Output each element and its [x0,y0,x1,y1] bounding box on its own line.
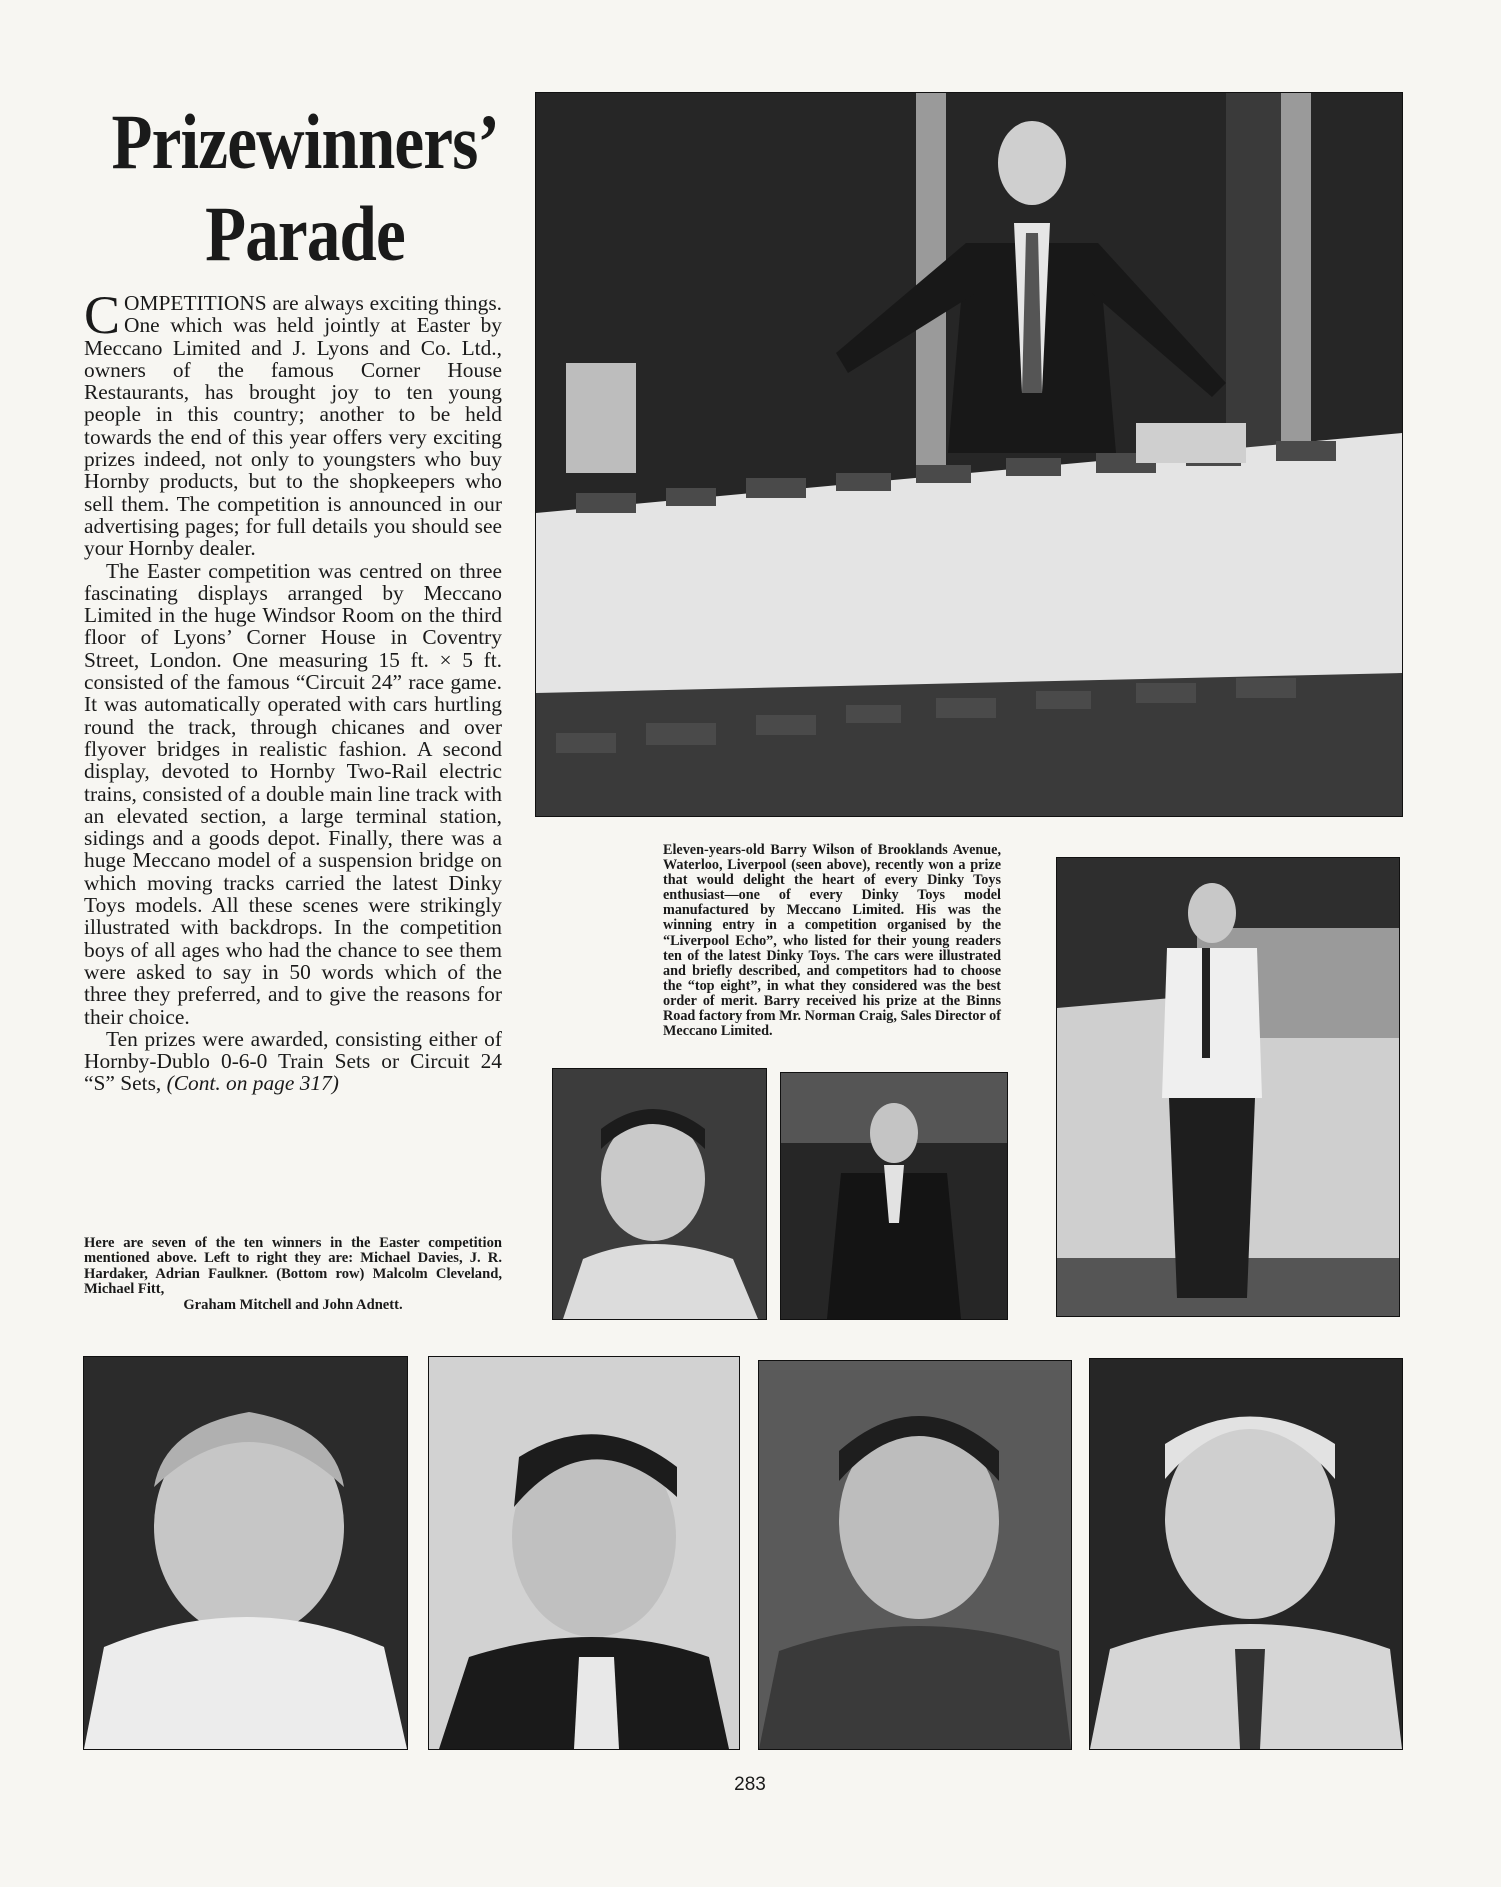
article-body [84,285,502,1096]
title-line-2: Parade [205,190,405,277]
paragraph-1-text: OMPETITIONS are always exciting things. One which was held jointly at Easter by Meccano Limited and J. Lyons and Co. Ltd., owners of the famous Corner House Restaurants, has brought joy to ten young people in this country; another to be held towards the end of this year offers very exciting prizes indeed, not only to youngsters who buy Hornby products, but to the shopkeepers who sell them. The competition is announced in our advertising pages; for full details you should see your Hornby dealer. [84,291,502,561]
continued-note: (Cont. on page 317) [166,1071,339,1096]
photo-malcolm-cleveland [428,1356,740,1750]
drop-cap: C [84,285,121,345]
photo-michael-fitt [758,1360,1072,1750]
photo-barry-wilson-car [1056,857,1400,1317]
winners-caption-text: Here are seven of the ten winners in the Easter competition mentioned above. Left to right they are: Michael Davies, J. R. Hardaker, Adrian Faulkner. (Bottom row) Malcolm Cleveland, Michael Fitt, [84,1235,502,1298]
barry-caption: Eleven-years-old Barry Wilson of Brooklands Avenue, Waterloo, Liverpool (seen above), recently won a prize that would delight the heart of every Dinky Toys enthusiast—one of every Dinky Toys model manufactured by Meccano Limited. His was the winning entry in a competition organised by the “Liverpool Echo”, who listed for their young readers ten of the latest Dinky Toys. The cars were illustrated and briefly described, and competitors had to choose the “top eight”, in what they considered was the best order of merit. Barry received his prize at the Binns Road factory from Mr. Norman Craig, Sales Director of Meccano Limited. [663,842,1001,1040]
photo-john-adnett [1089,1358,1403,1750]
paragraph-2: The Easter competition was centred on three fascinating displays arranged by Meccano Limited in the huge Windsor Room on the third floor of Lyons’ Corner House in Coventry Street, London. One measuring 15 ft. × 5 ft. consisted of the famous “Circuit 24” race game. It was automatically operated with cars hurtling round the track, through chicanes and over flyover bridges in realistic fashion. A second display, devoted to Hornby Two-Rail electric trains, consisted of a double main line track with an elevated section, a large terminal station, sidings and a goods depot. Finally, there was a huge Meccano model of a suspension bridge on which moving tracks carried the latest Dinky Toys models. All these scenes were strikingly illustrated with backdrops. In the competition boys of all ages who had the chance to see them were asked to say in 50 words which of the three they preferred, and to give the reasons for their choice. [84,558,502,1029]
photo-adrian-faulkner [83,1356,408,1750]
photo-michael-davies [552,1068,767,1320]
photo-display-stand [535,92,1403,817]
paragraph-1 [84,285,502,561]
winners-caption-last-line: Graham Mitchell and John Adnett. [183,1296,403,1313]
page-number: 283 [734,1774,766,1795]
photo-j-r-hardaker [780,1072,1008,1320]
paragraph-3-text: Ten prizes were awarded, consisting either of Hornby-Dublo 0-6-0 Train Sets or Circuit 24 “S” Sets, [84,1026,502,1096]
article-title [112,96,499,280]
title-line-1: Prizewinners’ [111,98,499,185]
paragraph-3 [84,1028,502,1095]
winners-caption [84,1236,502,1313]
